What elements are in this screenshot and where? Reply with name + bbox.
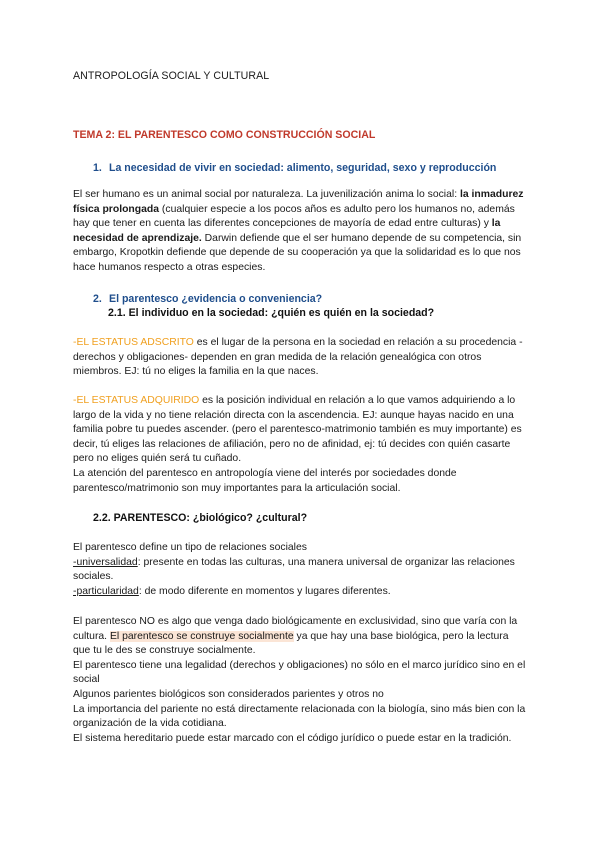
particularidad-line [73, 585, 528, 600]
section-2-1-heading: 2.1. El individuo en la sociedad: ¿quién es quién en la sociedad? [108, 307, 435, 319]
estatus-adscrito-term: -EL ESTATUS ADSCRITO [73, 337, 194, 348]
section-2-number: 2. [93, 293, 102, 305]
legalidad-paragraph: El parentesco tiene una legalidad (derechos y obligaciones) no sólo en el marco jurídico sino en el social [73, 659, 526, 686]
parentesco-cultural-block [73, 615, 528, 746]
bold-term-inmadurez: la inmadurez física prolongada [73, 189, 524, 215]
document-title: ANTROPOLOGÍA SOCIAL Y CULTURAL [73, 70, 270, 82]
text-run: : presente en todas las culturas, una manera universal de organizar las relaciones sociales. [73, 556, 515, 583]
universalidad-term: -universalidad [73, 556, 138, 568]
atencion-paragraph: La atención del parentesco en antropología viene del interés por sociedades donde parentesco/matrimonio son muy importantes para la articulación social. [73, 467, 457, 494]
text-run: : de modo diferente en momentos y lugares diferentes. [138, 585, 391, 597]
text-run: es el lugar de la persona en la sociedad en relación a su procedencia -derechos y obligaciones- dependen en gran medida de la relación genealógica con otros miembros. EJ: tú no eliges la familia en la que naces. [73, 337, 523, 378]
definition-line: El parentesco define un tipo de relaciones sociales [73, 542, 307, 553]
section-2-2-heading: 2.2. PARENTESCO: ¿biológico? ¿cultural? [93, 512, 308, 524]
sistema-hereditario-paragraph: El sistema hereditario puede estar marcado con el código jurídico o puede estar en la tradición. [73, 732, 512, 744]
bold-term-aprendizaje: la necesidad de aprendizaje. [73, 218, 501, 244]
section-1-heading-text: La necesidad de vivir en sociedad: alimento, seguridad, sexo y reproducción [109, 162, 497, 174]
parentesco-definition-block [73, 541, 528, 599]
estatus-adquirido-paragraph [73, 394, 528, 467]
parientes-paragraph: Algunos parientes biológicos son considerados parientes y otros no [73, 688, 384, 700]
estatus-adquirido-block [73, 394, 528, 496]
section-1-number: 1. [93, 162, 102, 174]
section-2-heading [93, 292, 533, 307]
section-1-heading [93, 161, 533, 176]
section-1-paragraph [73, 188, 528, 276]
text-run: El ser humano es un animal social por naturaleza. La juvenilización anima lo social: [73, 189, 460, 200]
construccion-social-paragraph [73, 615, 528, 659]
text-run: es la posición individual en relación a lo que vamos adquiriendo a lo largo de la vida y no tiene relación directa con la ascendencia. EJ: aunque hayas nacido en una familia pobre tu puedes ascender. (pero el parentesco-matrimonio también es muy importante) es decir, tú eliges las relaciones de afiliación, pero no de afinidad, ej: tú decides con quién casarte pero no eliges quién será tu cuñado. [73, 395, 522, 465]
text-run: El parentesco NO es algo que venga dado biológicamente en exclusividad, sino que varía con la cultura. [73, 616, 518, 642]
importancia-paragraph: La importancia del pariente no está directamente relacionada con la biología, sino más bien con la organización de la vida cotidiana. [73, 703, 526, 730]
highlighted-phrase: El parentesco se construye socialmente [109, 630, 294, 642]
estatus-adscrito-paragraph [73, 336, 528, 380]
text-run: (cualquier especie a los pocos años es adulto pero los humanos no, además hay que tener en cuenta las diferentes concepciones de mayoría de edad entre culturas) y [73, 203, 515, 230]
particularidad-term: -particularidad [73, 585, 139, 597]
estatus-adquirido-term: -EL ESTATUS ADQUIRIDO [73, 395, 200, 406]
text-run: ya que hay una base biológica, pero la lectura que tu le des se construye socialmente. [73, 630, 509, 657]
universalidad-line [73, 556, 528, 585]
section-2-heading-text: El parentesco ¿evidencia o conveniencia? [109, 293, 323, 305]
text-run: Darwin defiende que el ser humano depende de su competencia, sin embargo, Kropotkin defiende que depende de su cooperación ya que la solidaridad es lo que nos hace humanos respecto a otras especies. [73, 232, 522, 273]
tema-title: TEMA 2: EL PARENTESCO COMO CONSTRUCCIÓN SOCIAL [73, 129, 376, 141]
